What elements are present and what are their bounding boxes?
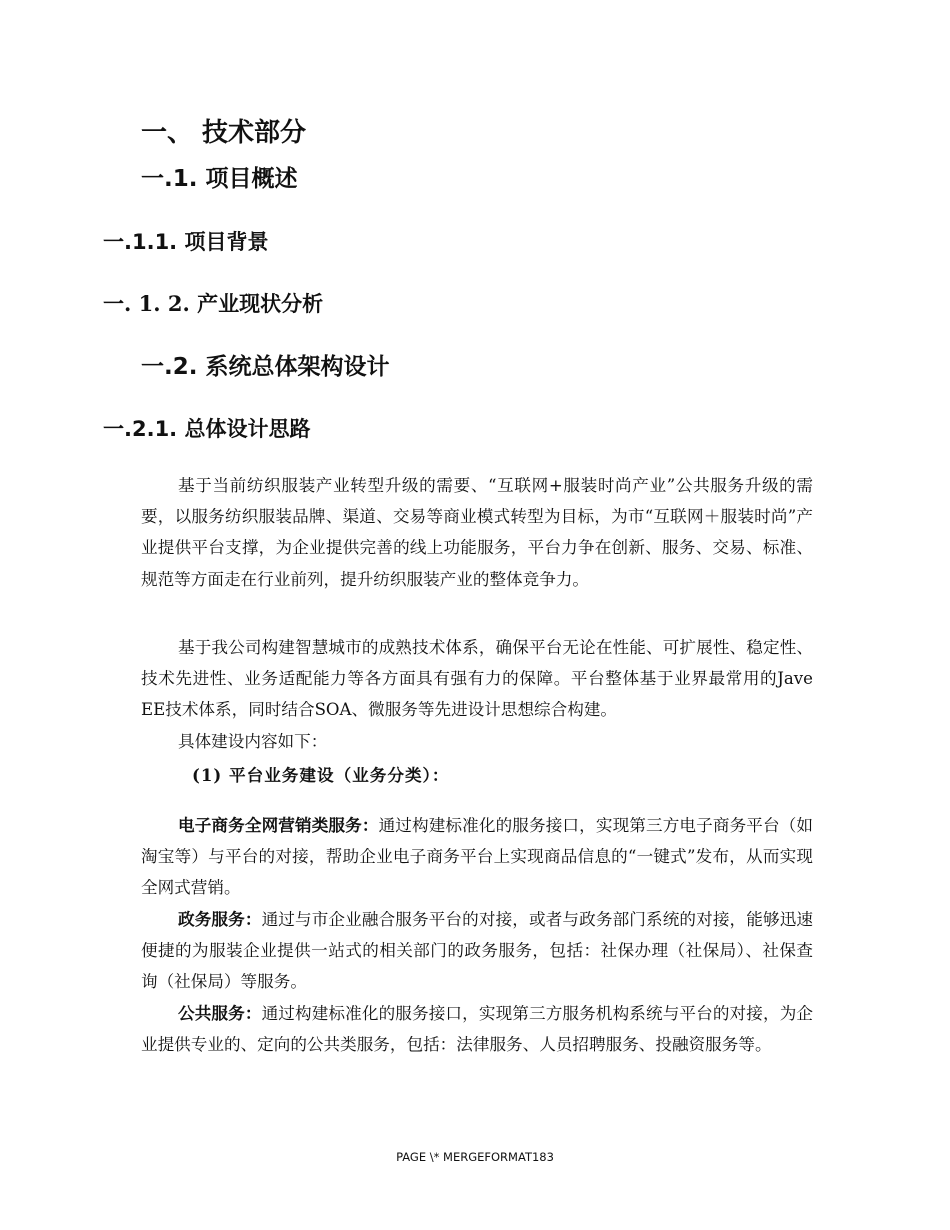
heading-project-background: 一.1.1. 项目背景 [103, 230, 269, 254]
heading-project-overview: 一.1. 项目概述 [141, 166, 298, 192]
label-government-service: 政务服务： [178, 909, 262, 929]
text-government-service: 通过与市企业融合服务平台的对接，或者与政务部门系统的对接，能够迅速便捷的为服装企业提供一站式的相关部门的政务服务，包括：社保办理（社保局）、社保查询（社保局）等服务。 [141, 910, 814, 992]
paragraph-tech-system: 基于我公司构建智慧城市的成熟技术体系，确保平台无论在性能、可扩展性、稳定性、技术先进性、业务适配能力等各方面具有强有力的保障。平台整体基于业界最常用的Jave EE技术体系，同时结合SOA、微服务等先进设计思想综合构建。 [141, 638, 813, 720]
heading-industry-status: 一. 1. 2. 产业现状分析 [103, 291, 324, 316]
text-public-service: 通过构建标准化的服务接口，实现第三方服务机构系统与平台的对接，为企业提供专业的、定向的公共类服务，包括：法律服务、人员招聘服务、投融资服务等。 [141, 1004, 814, 1055]
paragraph-content-intro: 具体建设内容如下： [178, 732, 328, 751]
paragraph-public-service [141, 998, 813, 1060]
paragraph-ecommerce-service [141, 810, 813, 904]
text-ecommerce-service: 通过构建标准化的服务接口，实现第三方电子商务平台（如淘宝等）与平台的对接，帮助企业电子商务平台上实现商品信息的“一键式”发布，从而实现全网式营销。 [141, 816, 814, 898]
label-ecommerce-service: 电子商务全网营销类服务： [178, 815, 379, 835]
paragraph-background: 基于当前纺织服装产业转型升级的需要、“互联网+服装时尚产业”公共服务升级的需要，以服务纺织服装品牌、渠道、交易等商业模式转型为目标，为市“互联网＋服装时尚”产业提供平台支撑，为企业提供完善的线上功能服务，平台力争在创新、服务、交易、标准、规范等方面走在行业前列，提升纺织服装产业的整体竞争力。 [141, 476, 813, 589]
label-public-service: 公共服务： [178, 1003, 262, 1023]
heading-technical-part: 一、 技术部分 [141, 118, 307, 148]
subheading-platform-business: (1) 平台业务建设（业务分类）： [192, 765, 450, 785]
paragraph-government-service [141, 904, 813, 998]
page-footer: PAGE \* MERGEFORMAT183 [396, 1150, 554, 1164]
heading-system-architecture: 一.2. 系统总体架构设计 [141, 354, 390, 380]
heading-overall-design: 一.2.1. 总体设计思路 [103, 417, 311, 441]
